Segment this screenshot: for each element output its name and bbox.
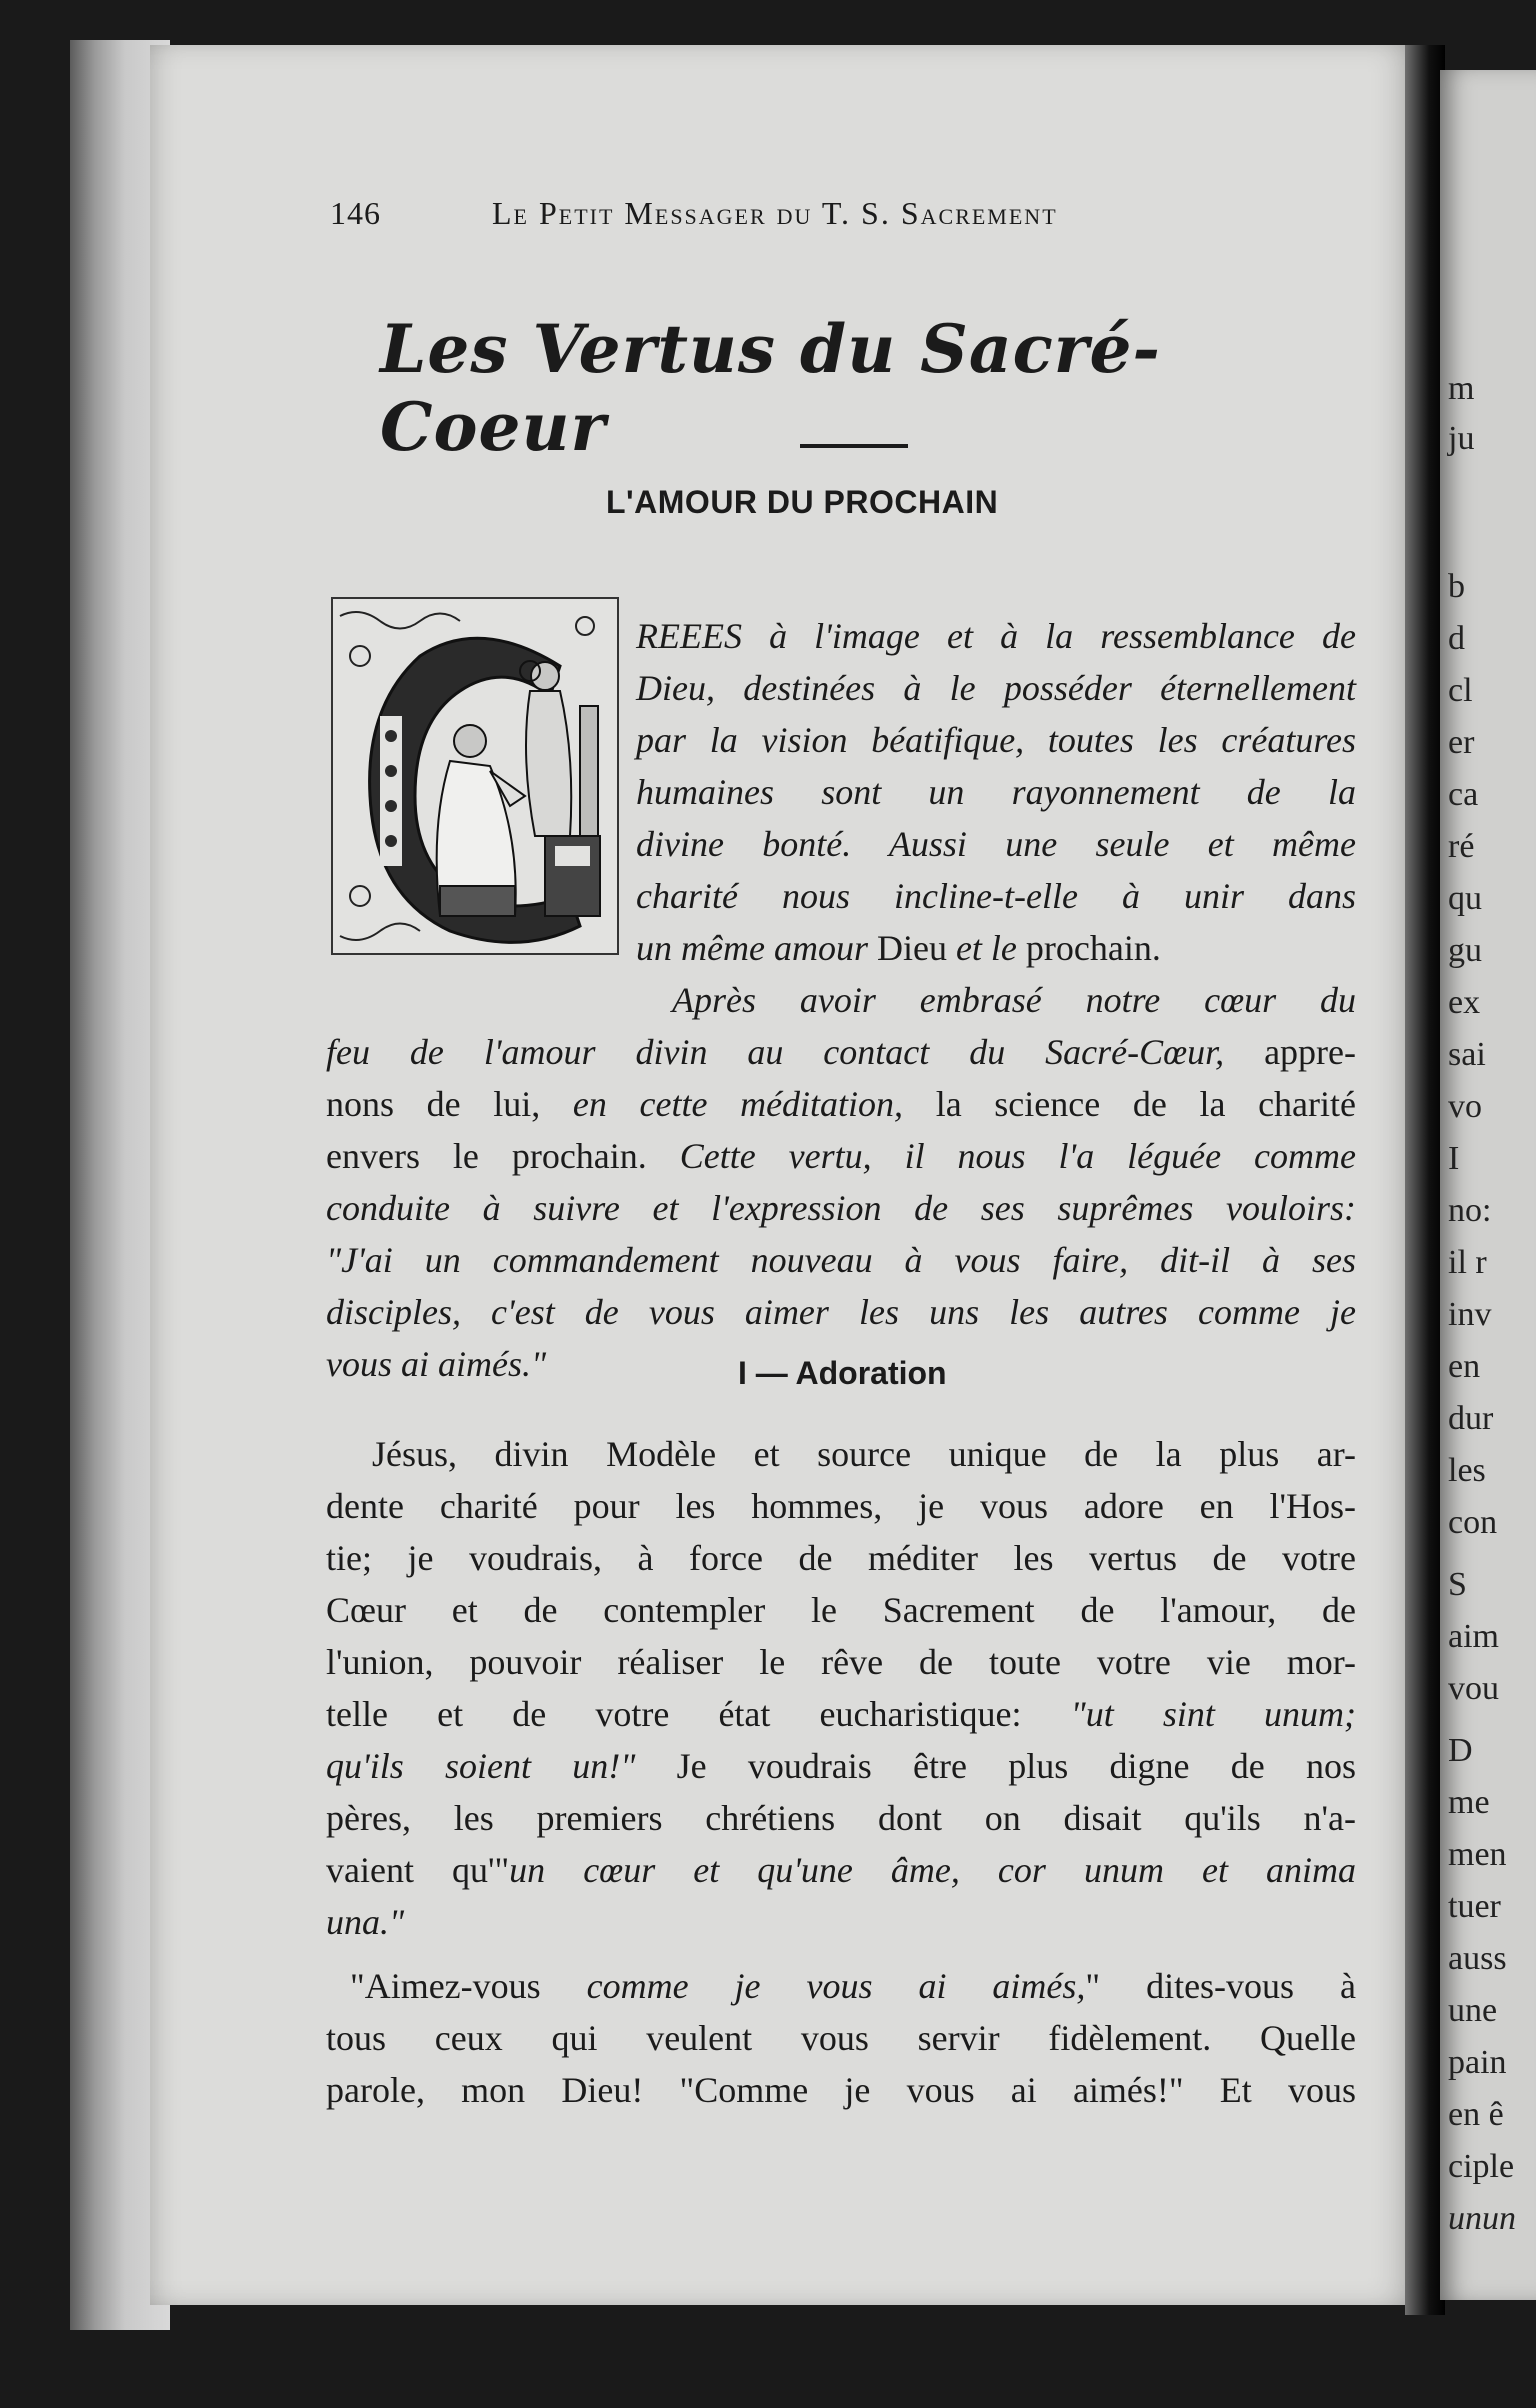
text-span: qu'ils soient un!" <box>326 1746 636 1786</box>
body-line: Dieu, destinées à le posséder éternellement <box>636 668 1356 708</box>
right-page-text: ca <box>1448 776 1479 813</box>
body-line <box>326 1138 1356 1174</box>
body-line: humaines sont un rayonnement de la <box>636 772 1356 812</box>
text-span: la science de la charité <box>903 1084 1357 1124</box>
body-line: una." <box>326 1902 405 1942</box>
right-page-text: con <box>1448 1504 1498 1541</box>
body-line: tous ceux qui veulent vous servir fidèlement. Quelle <box>326 2018 1356 2058</box>
right-page-text: ré <box>1448 828 1475 865</box>
right-page <box>1440 70 1536 2300</box>
text-span: envers le prochain. <box>326 1136 680 1176</box>
right-page-text: aim <box>1448 1618 1499 1655</box>
right-page-text: inv <box>1448 1296 1492 1333</box>
text-span: " dites-vous à <box>1085 1966 1356 2006</box>
body-line: par la vision béatifique, toutes les créatures <box>636 720 1356 760</box>
text-span: "Aimez-vous <box>350 1966 587 2006</box>
text-span: en cette méditation, <box>572 1084 904 1124</box>
body-line: pères, les premiers chrétiens dont on disait qu'ils n'a- <box>326 1798 1356 1838</box>
illuminated-dropcap <box>330 596 620 956</box>
title-rule <box>800 444 908 448</box>
body-line <box>326 1748 1356 1784</box>
text-span: "ut sint unum; <box>1070 1694 1356 1734</box>
right-page-text: men <box>1448 1836 1507 1873</box>
text-span: appre- <box>1224 1032 1357 1072</box>
right-page-text: dur <box>1448 1400 1494 1437</box>
right-page-text: en ê <box>1448 2096 1504 2133</box>
body-line: parole, mon Dieu! "Comme je vous ai aimés!" Et vous <box>326 2070 1356 2110</box>
book-gutter <box>1405 45 1445 2315</box>
body-line: REEES à l'image et à la ressemblance de <box>636 616 1356 656</box>
body-line: disciples, c'est de vous aimer les uns les autres comme je <box>326 1292 1356 1332</box>
text-span: comme je vous ai aimés, <box>586 1966 1086 2006</box>
right-page-text: er <box>1448 724 1475 761</box>
body-line <box>326 1086 1356 1122</box>
dropcap-illustration <box>330 596 620 956</box>
running-title: Le Petit Messager du T. S. Sacrement <box>492 195 1058 231</box>
right-page-text: en <box>1448 1348 1481 1385</box>
right-page-text: gu <box>1448 932 1482 969</box>
right-page-text: m <box>1448 370 1475 407</box>
body-line: "J'ai un commandement nouveau à vous faire, dit-il à ses <box>326 1240 1356 1280</box>
right-page-text: tuer <box>1448 1888 1501 1925</box>
text-span: feu de l'amour divin au contact du Sacré-Cœur, <box>326 1032 1225 1072</box>
right-page-text: pain <box>1448 2044 1507 2081</box>
page-number: 146 <box>330 195 381 231</box>
text-span: Cette vertu, il nous l'a léguée comme <box>679 1136 1357 1176</box>
text-span: Je voudrais être plus digne de nos <box>635 1746 1356 1786</box>
body-line: Cœur et de contempler le Sacrement de l'amour, de <box>326 1590 1356 1630</box>
body-line: divine bonté. Aussi une seule et même <box>636 824 1356 864</box>
right-page-text: qu <box>1448 880 1482 917</box>
right-page-text: vo <box>1448 1088 1482 1125</box>
right-page-text: no: <box>1448 1192 1492 1229</box>
body-line: charité nous incline-t-elle à unir dans <box>636 876 1356 916</box>
body-line: vous ai aimés." <box>326 1344 547 1384</box>
right-page-text: ju <box>1448 420 1475 457</box>
right-page-text: ex <box>1448 984 1481 1021</box>
section-heading: I — Adoration <box>738 1355 947 1391</box>
right-page-text: il r <box>1448 1244 1487 1281</box>
right-page-text: S <box>1448 1566 1467 1603</box>
text-span: telle et de votre état eucharistique: <box>326 1694 1071 1734</box>
right-page-text: une <box>1448 1992 1498 2029</box>
right-page-text: D <box>1448 1732 1473 1769</box>
body-line <box>636 930 1161 966</box>
body-line <box>326 1696 1356 1732</box>
right-page-text: auss <box>1448 1940 1507 1977</box>
body-line: conduite à suivre et l'expression de ses suprêmes vouloirs: <box>326 1188 1356 1228</box>
text-span: un même amour <box>636 928 868 968</box>
body-line: l'union, pouvoir réaliser le rêve de toute votre vie mor- <box>326 1642 1356 1682</box>
text-span: et le <box>955 928 1017 968</box>
body-line <box>350 1968 1356 2004</box>
running-head <box>330 195 1240 243</box>
body-line: tie; je voudrais, à force de méditer les vertus de votre <box>326 1538 1356 1578</box>
right-page-text: b <box>1448 568 1465 605</box>
body-line <box>326 1034 1356 1070</box>
body-line: Après avoir embrasé notre cœur du <box>672 980 1356 1020</box>
text-span: Dieu <box>867 928 956 968</box>
right-page-text: d <box>1448 620 1465 657</box>
article-title: Les Vertus du Sacré-Coeur <box>380 310 1161 466</box>
body-line: dente charité pour les hommes, je vous adore en l'Hos- <box>326 1486 1356 1526</box>
right-page-text: cl <box>1448 672 1473 709</box>
right-page-text: me <box>1448 1784 1490 1821</box>
body-line <box>326 1852 1356 1888</box>
body-line: Jésus, divin Modèle et source unique de la plus ar- <box>372 1434 1356 1474</box>
right-page-text: ciple <box>1448 2148 1515 2185</box>
right-page-text: unun <box>1448 2200 1516 2237</box>
text-span: un cœur et qu'une âme, cor unum et anima <box>509 1850 1356 1890</box>
article-subtitle: L'AMOUR DU PROCHAIN <box>606 484 999 520</box>
text-span: vaient qu'" <box>326 1850 510 1890</box>
text-span: nons de lui, <box>326 1084 573 1124</box>
right-page-text: vou <box>1448 1670 1499 1707</box>
text-span: prochain. <box>1016 928 1161 968</box>
right-page-text: I <box>1448 1140 1460 1177</box>
right-page-text: les <box>1448 1452 1486 1489</box>
right-page-text: sai <box>1448 1036 1486 1073</box>
